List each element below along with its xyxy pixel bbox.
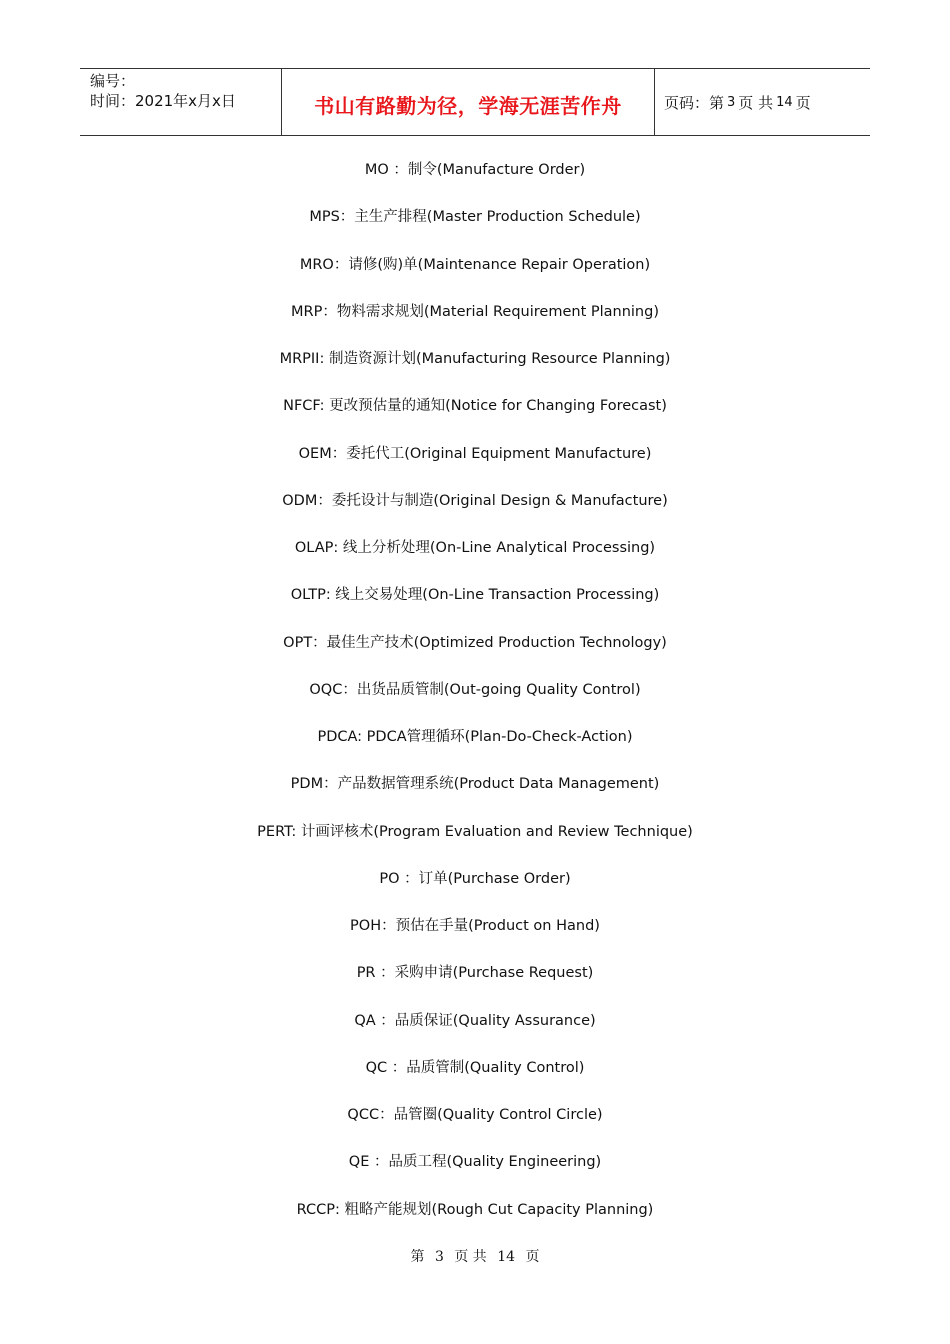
glossary-entry: QCC：品管圈(Quality Control Circle) — [347, 1107, 603, 1123]
glossary-entry: QC ：品质管制(Quality Control) — [365, 1059, 585, 1076]
footer-prefix: 第 — [410, 1249, 425, 1265]
glossary-entry: OQC：出货品质管制(Out-going Quality Control) — [309, 681, 641, 698]
page-footer — [0, 1246, 950, 1266]
glossary-entry: QA ：品质保证(Quality Assurance) — [354, 1012, 596, 1029]
page-prefix: 页码：第 — [664, 93, 725, 112]
header-page-info — [655, 69, 870, 135]
glossary-entry: PO ：订单(Purchase Order) — [379, 870, 571, 887]
glossary-entry: OPT：最佳生产技术(Optimized Production Technology) — [283, 634, 667, 651]
glossary-entry: OEM：委托代工(Original Equipment Manufacture) — [298, 445, 652, 462]
footer-current: 3 — [434, 1249, 444, 1265]
header-motto-cell — [281, 69, 655, 135]
page-current: 3 — [727, 94, 736, 110]
glossary-list — [0, 160, 950, 1247]
glossary-entry: QE ：品质工程(Quality Engineering) — [348, 1154, 602, 1171]
glossary-entry: PDM：产品数据管理系统(Product Data Management) — [290, 776, 660, 793]
footer-suffix: 页 — [525, 1249, 540, 1265]
glossary-entry: PERT: 计画评核术(Program Evaluation and Review Technique) — [257, 823, 693, 840]
glossary-entry: MRO：请修(购)单(Maintenance Repair Operation) — [299, 256, 651, 273]
page-suffix: 页 — [795, 93, 811, 112]
glossary-entry: OLTP: 线上交易处理(On-Line Transaction Processing) — [290, 587, 660, 604]
glossary-entry: MRPII: 制造资源计划(Manufacturing Resource Planning) — [279, 351, 671, 367]
glossary-entry: NFCF: 更改预估量的通知(Notice for Changing Forecast) — [283, 398, 667, 415]
footer-total: 14 — [497, 1249, 516, 1265]
glossary-entry: OLAP: 线上分析处理(On-Line Analytical Processing) — [294, 540, 656, 556]
page-header — [80, 68, 870, 136]
glossary-entry: RCCP: 粗略产能规划(Rough Cut Capacity Planning) — [296, 1201, 654, 1218]
page-total: 14 — [776, 94, 793, 110]
glossary-entry: POH：预估在手量(Product on Hand) — [350, 918, 600, 934]
motto: 书山有路勤为径，学海无涯苦作舟 — [314, 93, 622, 118]
time-label: 时间：2021年x月x日 — [90, 92, 236, 110]
footer-mid: 页 共 — [454, 1249, 487, 1265]
glossary-entry: PDCA: PDCA管理循环(Plan-Do-Check-Action) — [317, 729, 633, 745]
header-meta — [80, 69, 281, 135]
glossary-entry: PR ：采购申请(Purchase Request) — [356, 965, 594, 982]
glossary-entry: MPS：主生产排程(Master Production Schedule) — [309, 209, 641, 226]
number-label: 编号： — [90, 72, 136, 90]
glossary-entry: ODM：委托设计与制造(Original Design & Manufacture) — [282, 492, 668, 509]
glossary-entry: MRP：物料需求规划(Material Requirement Planning) — [291, 303, 659, 320]
glossary-entry: MO ：制令(Manufacture Order) — [364, 162, 586, 178]
page-mid: 页 共 — [738, 93, 774, 112]
